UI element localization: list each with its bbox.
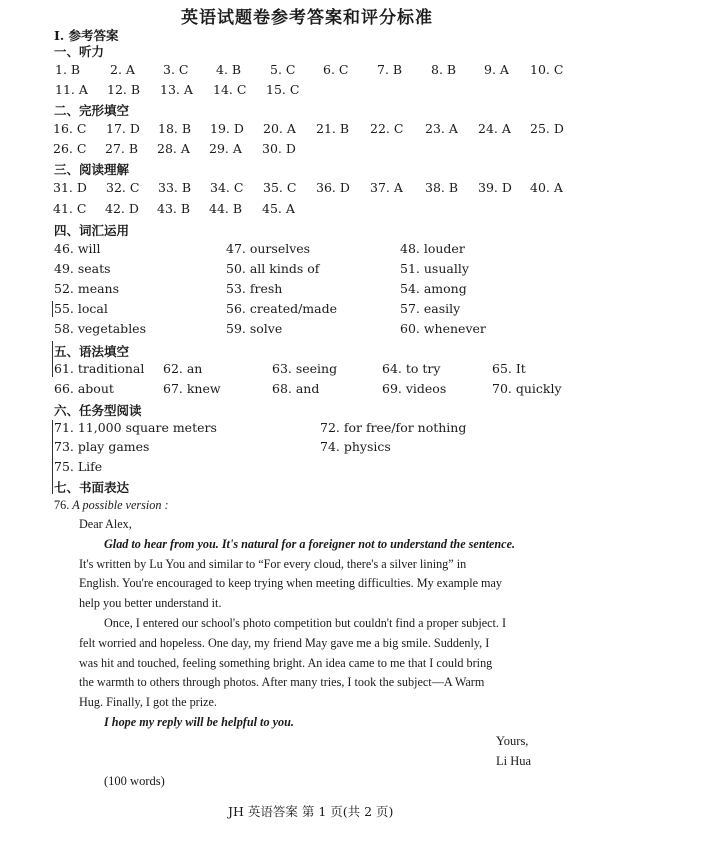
answer-item: 52. means xyxy=(54,281,120,296)
answer-item: 49. seats xyxy=(54,261,111,276)
page-title: 英语试题卷参考答案和评分标准 xyxy=(181,8,433,28)
answer-item: 73. play games xyxy=(54,439,150,454)
answer-item: 50. all kinds of xyxy=(226,261,320,276)
essay-number: 76. xyxy=(54,498,70,512)
answer-item: 42. D xyxy=(105,201,139,216)
answer-item: 27. B xyxy=(105,141,139,156)
answer-item: 70. quickly xyxy=(492,381,562,396)
answer-item: 74. physics xyxy=(320,439,391,454)
answer-item: 31. D xyxy=(53,180,87,195)
section-heading-vocab: 四、词汇运用 xyxy=(54,223,130,238)
vocab-row xyxy=(0,241,702,257)
answer-item: 43. B xyxy=(157,201,191,216)
answer-item: 5. C xyxy=(270,62,296,77)
essay-closing: Yours, xyxy=(496,734,529,748)
cloze-row-2 xyxy=(0,141,702,157)
answer-item: 53. fresh xyxy=(226,281,283,296)
answer-item: 62. an xyxy=(163,361,203,376)
essay-line: Once, I entered our school's photo competition but couldn't find a proper subject. I xyxy=(104,616,507,630)
part-heading: Ⅰ. 参考答案 xyxy=(54,28,119,43)
answer-item: 16. C xyxy=(53,121,87,136)
answer-item: 63. seeing xyxy=(272,361,338,376)
task-row-2 xyxy=(0,439,702,455)
answer-item: 46. will xyxy=(54,241,101,256)
answer-item: 26. C xyxy=(53,141,87,156)
section-heading-task-reading: 六、任务型阅读 xyxy=(54,403,142,418)
vocab-row xyxy=(0,321,702,337)
section-heading-listening: 一、听力 xyxy=(54,44,105,59)
answer-item: 41. C xyxy=(53,201,87,216)
answer-item: 25. D xyxy=(530,121,564,136)
essay-line: Glad to hear from you. It's natural for a foreigner not to understand the sentence. xyxy=(104,537,516,551)
answer-item: 10. C xyxy=(530,62,564,77)
answer-item: 57. easily xyxy=(400,301,461,316)
answer-item: 7. B xyxy=(377,62,403,77)
answer-item: 59. solve xyxy=(226,321,283,336)
essay-line: Hug. Finally, I got the prize. xyxy=(79,695,217,709)
answer-item: 32. C xyxy=(106,180,140,195)
answer-item: 55. local xyxy=(54,301,108,316)
answer-item: 44. B xyxy=(209,201,243,216)
section-heading-reading: 三、阅读理解 xyxy=(54,162,130,177)
essay-line: the warmth to others through photos. After many tries, I took the subject—A Warm xyxy=(79,675,485,689)
reading-row-2 xyxy=(0,201,702,217)
answer-item: 12. B xyxy=(107,82,141,97)
answer-item: 60. whenever xyxy=(400,321,486,336)
answer-item: 11. A xyxy=(55,82,88,97)
answer-item: 1. B xyxy=(55,62,81,77)
answer-item: 51. usually xyxy=(400,261,469,276)
answer-item: 67. knew xyxy=(163,381,221,396)
answer-item: 24. A xyxy=(478,121,511,136)
section-heading-writing: 七、书面表达 xyxy=(54,480,130,495)
word-count: (100 words) xyxy=(104,774,165,788)
grammar-row-1 xyxy=(0,361,702,377)
page-footer: JH 英语答案 第 1 页(共 2 页) xyxy=(228,804,394,819)
section-heading-grammar: 五、语法填空 xyxy=(54,344,130,359)
margin-bar xyxy=(52,420,53,494)
answer-item: 65. It xyxy=(492,361,526,376)
vocab-row xyxy=(0,261,702,277)
vocab-row xyxy=(0,281,702,297)
answer-item: 20. A xyxy=(263,121,296,136)
answer-item: 69. videos xyxy=(382,381,447,396)
answer-item: 66. about xyxy=(54,381,114,396)
answer-item: 6. C xyxy=(323,62,349,77)
answer-item: 29. A xyxy=(209,141,242,156)
answer-item: 22. C xyxy=(370,121,404,136)
answer-item: 13. A xyxy=(160,82,193,97)
answer-item: 38. B xyxy=(425,180,459,195)
margin-bar xyxy=(52,341,53,377)
cloze-row-1 xyxy=(0,121,702,137)
answer-item: 35. C xyxy=(263,180,297,195)
answer-item: 28. A xyxy=(157,141,190,156)
answer-item: 68. and xyxy=(272,381,320,396)
answer-item: 14. C xyxy=(213,82,247,97)
answer-item: 15. C xyxy=(266,82,300,97)
essay-line: was hit and touched, feeling something bright. An idea came to me that I could bring xyxy=(79,656,493,670)
essay-line: help you better understand it. xyxy=(79,596,222,610)
answer-item: 72. for free/for nothing xyxy=(320,420,467,435)
essay-signature: Li Hua xyxy=(496,754,532,768)
essay-line: I hope my reply will be helpful to you. xyxy=(104,715,294,729)
answer-item: 21. B xyxy=(316,121,350,136)
answer-item: 54. among xyxy=(400,281,467,296)
answer-item: 64. to try xyxy=(382,361,441,376)
answer-item: 34. C xyxy=(210,180,244,195)
margin-bar xyxy=(52,301,53,317)
answer-item: 36. D xyxy=(316,180,350,195)
answer-item: 45. A xyxy=(262,201,295,216)
answer-item: 2. A xyxy=(110,62,135,77)
answer-item: 58. vegetables xyxy=(54,321,146,336)
grammar-row-2 xyxy=(0,381,702,397)
listening-row-2 xyxy=(0,82,702,98)
answer-item: 23. A xyxy=(425,121,458,136)
answer-item: 17. D xyxy=(106,121,140,136)
listening-row-1 xyxy=(0,62,702,78)
answer-item: 75. Life xyxy=(54,459,103,474)
answer-item: 19. D xyxy=(210,121,244,136)
answer-item: 47. ourselves xyxy=(226,241,311,256)
task-row-1 xyxy=(0,420,702,436)
essay-label-text: A possible version : xyxy=(72,498,169,512)
section-heading-cloze: 二、完形填空 xyxy=(54,103,130,118)
answer-item: 56. created/made xyxy=(226,301,338,316)
answer-item: 4. B xyxy=(216,62,242,77)
answer-item: 71. 11,000 square meters xyxy=(54,420,217,435)
essay-line: It's written by Lu You and similar to “For every cloud, there's a silver lining” in xyxy=(79,557,467,571)
answer-item: 37. A xyxy=(370,180,403,195)
essay-greeting: Dear Alex, xyxy=(79,517,132,531)
answer-item: 18. B xyxy=(158,121,192,136)
task-row-3 xyxy=(0,459,702,475)
essay-line: felt worried and hopeless. One day, my friend May gave me a big smile. Suddenly, I xyxy=(79,636,490,650)
answer-item: 48. louder xyxy=(400,241,465,256)
reading-row-1 xyxy=(0,180,702,196)
essay-label xyxy=(54,498,169,513)
answer-item: 8. B xyxy=(431,62,457,77)
vocab-row xyxy=(0,301,702,317)
answer-item: 39. D xyxy=(478,180,512,195)
answer-item: 3. C xyxy=(163,62,189,77)
essay-line: English. You're encouraged to keep trying when meeting difficulties. My example may xyxy=(79,576,503,590)
answer-item: 40. A xyxy=(530,180,563,195)
answer-item: 33. B xyxy=(158,180,192,195)
answer-item: 9. A xyxy=(484,62,509,77)
answer-item: 30. D xyxy=(262,141,296,156)
answer-item: 61. traditional xyxy=(54,361,145,376)
